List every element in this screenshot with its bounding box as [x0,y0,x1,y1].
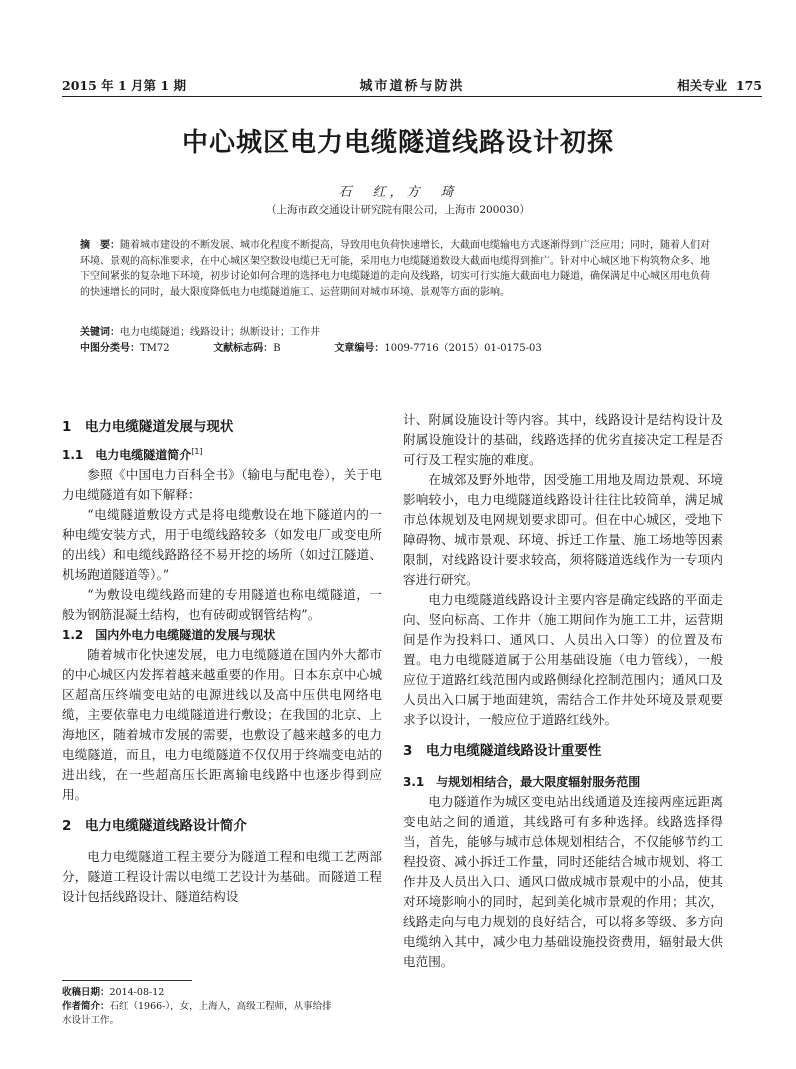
paragraph: “电缆隧道敷设方式是将电缆敷设在地下隧道内的一种电缆安装方式，用于电缆线路较多（如发电厂或变电所的出线）和电缆线路路径不易开挖的场所（如过江隧道、机场跑道隧道等）。” [62,507,382,582]
left-column [62,414,382,907]
received-date [62,986,332,1000]
page-number: 175 [735,78,762,93]
author-bio [62,1000,332,1028]
paper-title: 中心城区电力电缆隧道线路设计初探 [181,128,614,158]
paragraph: “为敷设电缆线路而建的专用隧道也称电缆隧道，一般为钢筋混凝土结构，也有砖砌或钢管结构”。 [62,587,382,622]
section-3-heading: 3 电力电缆隧道线路设计重要性 [403,743,602,759]
paragraph: 随着城市化快速发展，电力电缆隧道在国内外大都市的中心城区内发挥着越来越重要的作用。日本东京中心城区超高压终端变电站的电源进线以及高中压供电网络电缆，主要依靠电力电缆隧道进行敷设；在我国的北京、上海地区，随着城市发展的需要，也敷设了越来越多的电力电缆隧道，而且，电力电缆隧道不仅仅用于终端变电站的进出线，在一些超高压长距离输电线路中也逐步得到应用。 [62,647,382,802]
section-1-heading: 1 电力电缆隧道发展与现状 [62,419,234,435]
section-1-1-title: 1.1 电力电缆隧道简介 [62,448,192,462]
abstract-text: 随着城市建设的不断发展、城市化程度不断提高，导致用电负荷快速增长，大截面电缆输电方式逐渐得到广泛应用；同时，随着人们对环境、景观的高标准要求，在中心城区架空数设电缆已无可能，采用电力电缆隧道数设大截面电缆得到推广。针对中心城区地下构筑物众多、地下空间紧张的复杂地下环境，初步讨论如何合理的选择电力电缆隧道的走向及线路，切实可行实施大截面电力隧道，确保满足中心城区用电负荷的快速增长的同时，最大限度降低电力电缆隧道施工、运营期间对城市环境、景观等方面的影响。 [80,240,710,298]
journal-name: 城市道桥与防洪 [359,79,465,94]
doc-code-label: 文献标志码： [213,343,274,354]
clc-label: 中图分类号： [80,343,140,354]
footnote [62,986,332,1028]
citation-ref: [1] [191,447,203,456]
article-no-label: 文章编号： [334,343,385,354]
footnote-rule [62,980,192,981]
section-and-page [677,76,762,94]
right-column [403,410,723,972]
author-bio-label: 作者简介： [62,1001,110,1012]
paragraph: 电力电缆隧道工程主要分为隧道工程和电缆工艺两部分，隧道工程设计需以电缆工艺设计为基础。而隧道工程设计包括线路设计、隧道结构设 [62,849,382,904]
received-value: 2014-08-12 [109,987,165,998]
paragraph: 在城郊及野外地带，因受施工用地及周边景观、环境影响较小，电力电缆隧道线路设计往往比较简单，满足城市总体规划及电网规划要求即可。但在中心城区，受地下障碍物、城市景观、环境、拆迁工作量、施工场地等因素限制，对线路设计要求较高，须将隧道选线作为一专项内容进行研究。 [403,472,723,587]
article-no-value: 1009-7716（2015）01-0175-03 [384,343,542,354]
keywords-label: 关键词： [80,327,120,338]
abstract-label: 摘 要： [80,240,120,251]
doc-code-value: B [273,343,281,354]
section-2-heading: 2 电力电缆隧道线路设计简介 [62,818,247,834]
received-label: 收稿日期： [62,987,110,998]
keywords [80,323,710,338]
paragraph: 计、附属设施设计等内容。其中，线路设计是结构设计及附属设施设计的基础，线路选择的优劣直接决定工程是否可行及工程实施的难度。 [403,412,723,467]
keywords-text: 电力电缆隧道；线路设计；纵断设计；工作井 [120,327,320,338]
author-bio-text: 石红（1966-），女，上海人，高级工程师，从事给排水设计工作。 [62,1001,332,1026]
paragraph: 参照《中国电力百科全书》（输电与配电卷），关于电力电缆隧道有如下解释： [62,467,382,502]
authors: 石 红，方 琦 [338,185,458,200]
issue-label: 2015 年 1 月第 1 期 [62,78,186,93]
section-1-2-heading: 1.2 国内外电力电缆隧道的发展与现状 [62,628,276,642]
section-1-1-heading [62,442,382,465]
section-3-1-heading: 3.1 与规划相结合，最大限度辐射服务范围 [403,775,641,789]
paragraph: 电力电缆隧道线路设计主要内容是确定线路的平面走向、竖向标高、工作井（施工期间作为施工工井，运营期间是作为投料口、通风口、人员出入口等）的位置及布置。电力电缆隧道属于公用基础设施（电力管线），一般应位于道路红线范围内或路侧绿化控制范围内；通风口及人员出入口属于地面建筑，需结合工作井处环境及景观要求予以设计，一般应位于道路红线外。 [403,592,723,727]
clc-value: TM72 [140,343,170,354]
paragraph: 电力隧道作为城区变电站出线通道及连接两座远距离变电站之间的通道，其线路可有多种选择。线路选择得当，首先，能够与城市总体规划相结合，不仅能够节约工程投资、减小拆迁工作量，同时还能结合城市规划、将工作井及人员出入口、通风口做成城市景观中的小品，使其对环境影响小的同时，起到美化城市景观的作用；其次，线路走向与电力规划的良好结合，可以将多等级、多方向电缆纳入其中，减少电力基础设施投资费用，辐射最大供电范围。 [403,794,723,969]
classification-line [80,339,710,354]
running-header [62,74,762,97]
section-label: 相关专业 [677,78,728,93]
affiliation: （上海市政交通设计研究院有限公司，上海市 200030） [266,204,530,216]
abstract [80,238,710,300]
